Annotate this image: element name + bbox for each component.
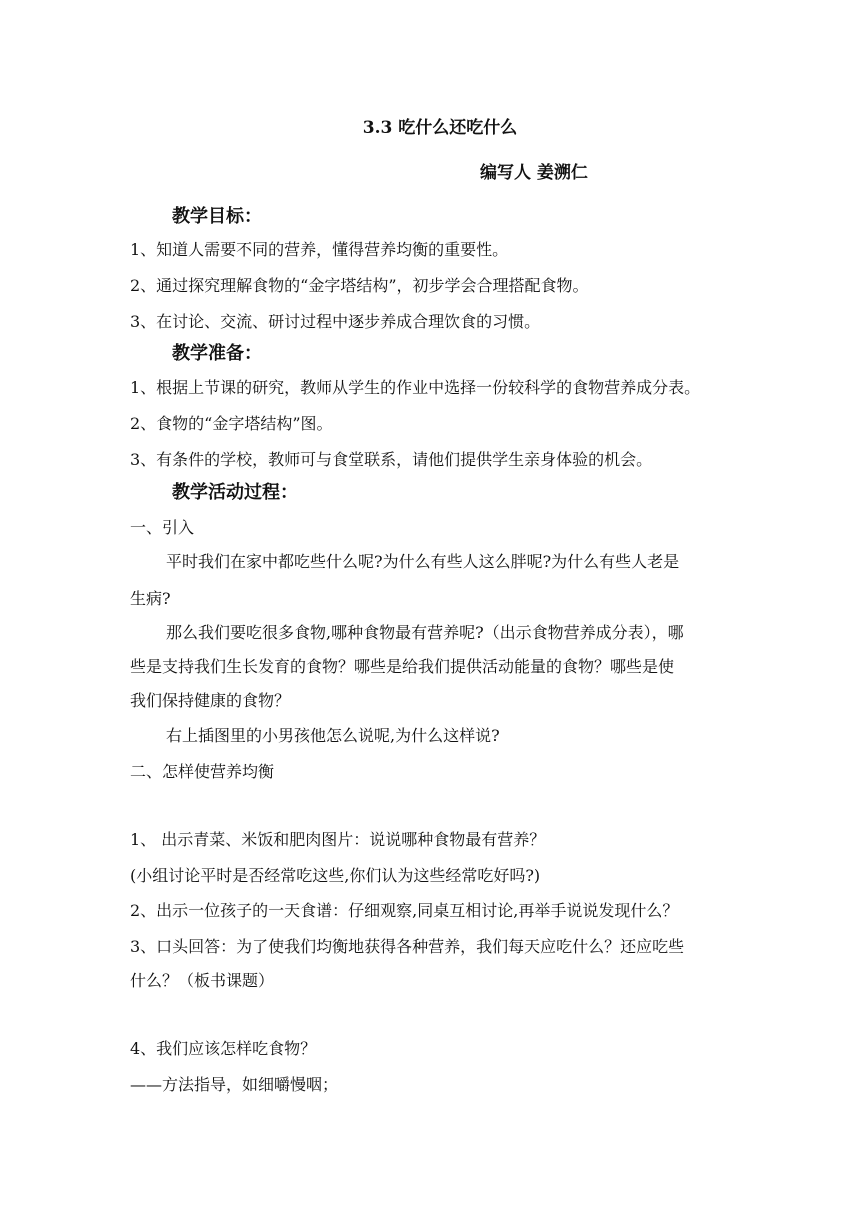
part2-title: 二、怎样使营养均衡	[130, 762, 275, 781]
process-heading: 教学活动过程：	[172, 482, 298, 503]
preparation-item-3: 3、有条件的学校，教师可与食堂联系，请他们提供学生亲身体验的机会。	[130, 450, 653, 469]
goals-heading: 教学目标：	[172, 206, 262, 227]
preparation-heading: 教学准备：	[172, 343, 262, 364]
goal-item-1: 1、知道人需要不同的营养，懂得营养均衡的重要性。	[130, 240, 509, 259]
step-3-line-1: 3、口头回答：为了使我们均衡地获得各种营养，我们每天应吃什么？还应吃些	[130, 937, 685, 956]
document-title: 3.3 吃什么还吃什么	[362, 118, 518, 138]
preparation-item-2: 2、食物的“金字塔结构”图。	[130, 414, 333, 433]
step-4-note: ——方法指导，如细嚼慢咽；	[130, 1075, 339, 1094]
part1-title: 一、引入	[130, 518, 195, 537]
step-1-note: (小组讨论平时是否经常吃这些,你们认为这些经常吃好吗?)	[130, 866, 541, 885]
step-2: 2、出示一位孩子的一天食谱：仔细观察,同桌互相讨论,再举手说说发现什么？	[130, 901, 679, 920]
author-line: 编写人 姜溯仁	[480, 163, 588, 183]
paragraph-1-line-2: 生病?	[130, 589, 171, 608]
paragraph-1-line-1: 平时我们在家中都吃些什么呢?为什么有些人这么胖呢?为什么有些人老是	[166, 552, 680, 571]
paragraph-2-line-2: 些是支持我们生长发育的食物？哪些是给我们提供活动能量的食物？哪些是使	[130, 657, 675, 676]
paragraph-3-line-1: 右上插图里的小男孩他怎么说呢,为什么这样说?	[166, 726, 500, 745]
step-3-line-2: 什么？（板书课题）	[130, 971, 275, 990]
paragraph-2-line-3: 我们保持健康的食物？	[130, 691, 291, 710]
step-4: 4、我们应该怎样吃食物？	[130, 1039, 317, 1058]
goal-item-3: 3、在讨论、交流、研讨过程中逐步养成合理饮食的习惯。	[130, 312, 541, 331]
step-1: 1、 出示青菜、米饭和肥肉图片：说说哪种食物最有营养？	[130, 830, 546, 849]
goal-item-2: 2、通过探究理解食物的“金字塔结构”，初步学会合理搭配食物。	[130, 276, 589, 295]
paragraph-2-line-1: 那么我们要吃很多食物,哪种食物最有营养呢?（出示食物营养成分表），哪	[166, 623, 684, 642]
preparation-item-1: 1、根据上节课的研究，教师从学生的作业中选择一份较科学的食物营养成分表。	[130, 378, 701, 397]
